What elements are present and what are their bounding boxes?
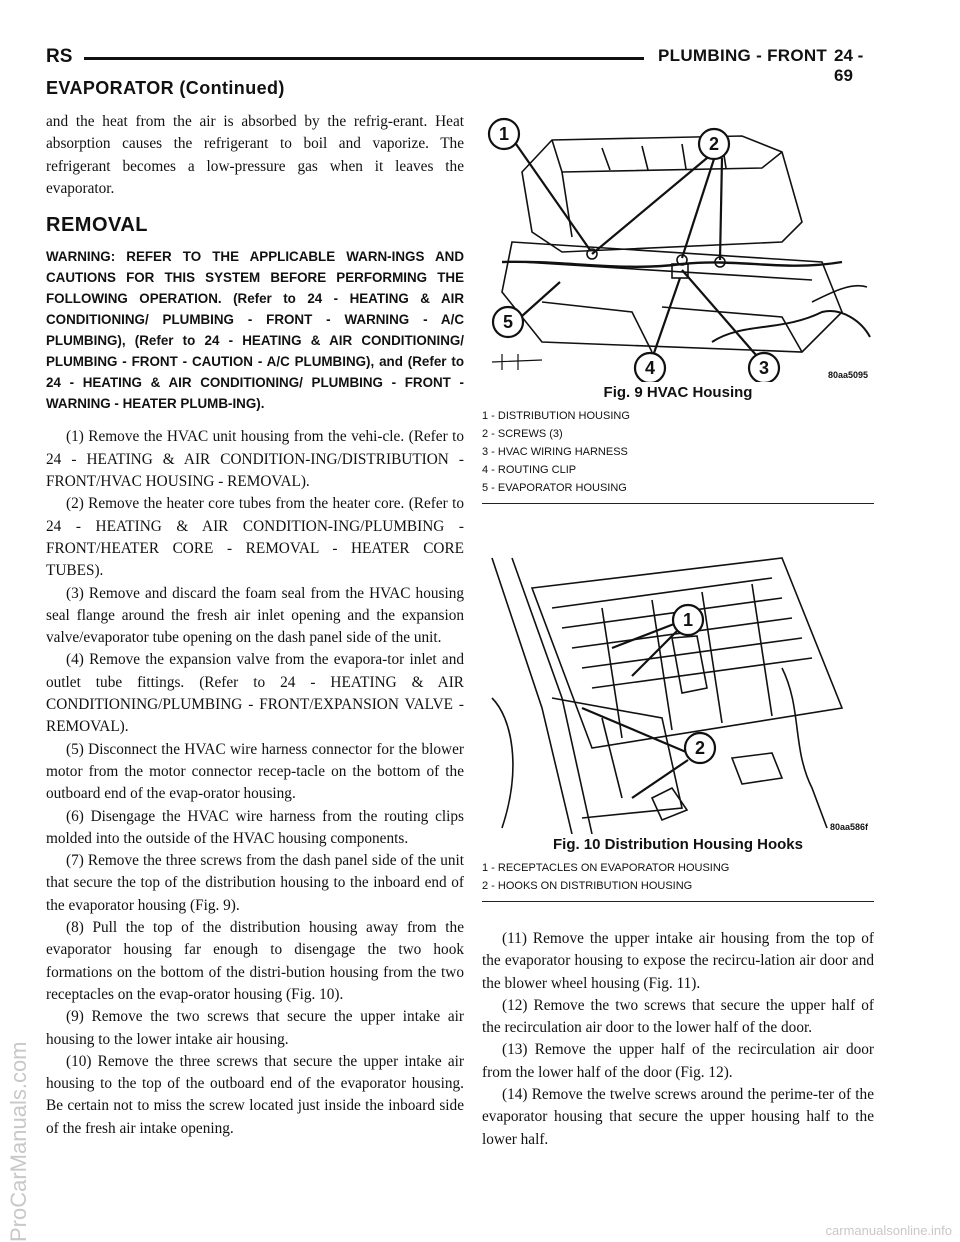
header-section-title: PLUMBING - FRONT <box>658 46 828 65</box>
figure-9 <box>482 112 874 504</box>
fig10-legend-item: 2 - HOOKS ON DISTRIBUTION HOUSING <box>482 880 693 892</box>
step-7: (7) Remove the three screws from the dash panel side of the unit that secure the top of the distribution housing to the inboard end of the evaporator housing (Fig. 9). <box>46 852 464 914</box>
right-column <box>482 928 874 1151</box>
figure-10 <box>482 548 874 902</box>
step-3: (3) Remove and discard the foam seal from the HVAC housing seal flange around the fresh air inlet opening and the expansion valve/evaporator tube opening on the dash panel side of the unit. <box>46 584 464 647</box>
fig9-callout-5: 5 <box>502 312 514 332</box>
header-page-number: 24 - 69 <box>834 46 864 85</box>
hvac-housing-drawing <box>482 112 874 382</box>
step-11: (11) Remove the upper intake air housing from the top of the evaporator housing to expose the recircu-lation air door and the blower wheel housing (Fig. 11). <box>482 930 874 992</box>
fig9-callout-4: 4 <box>644 358 656 378</box>
fig9-callout-1: 1 <box>498 124 510 144</box>
fig10-divider <box>482 901 874 902</box>
figure-10-illustration <box>482 548 874 834</box>
fig10-legend-item: 1 - RECEPTACLES ON EVAPORATOR HOUSING <box>482 862 730 874</box>
step-2: (2) Remove the heater core tubes from the heater core. (Refer to 24 - HEATING & AIR CONDITION-ING/PLUMBING - FRONT/HEATER CORE - REMOVAL - HEATER CORE TUBES). <box>46 495 464 580</box>
distribution-housing-hooks-drawing <box>482 548 874 834</box>
fig9-legend <box>482 407 874 497</box>
left-column <box>46 111 464 1140</box>
fig10-callout-1: 1 <box>682 610 694 630</box>
step-6: (6) Disengage the HVAC wire harness from the routing clips molded into the outside of the HVAC housing components. <box>46 807 464 847</box>
fig9-caption: Fig. 9 HVAC Housing <box>603 384 753 401</box>
fig9-legend-item: 5 - EVAPORATOR HOUSING <box>482 482 627 494</box>
step-12: (12) Remove the two screws that secure the upper half of the recirculation air door to the lower half of the door. <box>482 996 874 1037</box>
header-model-code: RS <box>46 46 73 67</box>
fig9-legend-item: 3 - HVAC WIRING HARNESS <box>482 446 628 458</box>
step-8: (8) Pull the top of the distribution housing away from the evaporator housing far enough to disengage the two hook formations on the bottom of the distri-bution housing from the two receptacles on the evap-orator housing (Fig. 10). <box>46 919 464 1003</box>
fig9-legend-item: 4 - ROUTING CLIP <box>482 464 577 476</box>
fig10-legend <box>482 859 874 895</box>
step-1: (1) Remove the HVAC unit housing from the vehi-cle. (Refer to 24 - HEATING & AIR CONDITION-ING/DISTRIBUTION - FRONT/HVAC HOUSING - REMOVAL). <box>46 428 464 491</box>
fig10-caption: Fig. 10 Distribution Housing Hooks <box>552 836 803 853</box>
intro-paragraph: and the heat from the air is absorbed by the refrig-erant. Heat absorption causes the refrigerant to boil and vaporize. The refrigerant becomes a low-pressure gas when it leaves the evaporator. <box>46 113 464 197</box>
step-5: (5) Disconnect the HVAC wire harness connector for the blower motor from the motor connector recep-tacle on the bottom of the outboard end of the evap-orator housing. <box>46 740 464 803</box>
warning-paragraph: WARNING: REFER TO THE APPLICABLE WARN-INGS AND CAUTIONS FOR THIS SYSTEM BEFORE PERFORMING THE FOLLOWING OPERATION. (Refer to 24 - HEATING & AIR CONDITIONING/ PLUMBING - FRONT - WARNING - A/C PLUMBING), (Refer to 24 - HEATING & AIR CONDITIONING/ PLUMBING - FRONT - CAUTION - A/C PLUMBING), and (Refer to 24 - HEATING & AIR CONDITIONING/ PLUMBING - FRONT - WARNING - HEATER PLUMB-ING). <box>46 249 464 412</box>
fig9-callout-2: 2 <box>708 134 720 154</box>
step-10: (10) Remove the three screws that secure the upper intake air housing to the top of the outboard end of the evaporator housing. Be certain not to miss the screw located just inside the inboard side of the fresh air intake opening. <box>46 1052 464 1137</box>
fig9-callout-3: 3 <box>758 358 770 378</box>
step-14: (14) Remove the twelve screws around the perime-ter of the evaporator housing that secure the upper housing half to the lower half. <box>482 1086 874 1148</box>
step-4: (4) Remove the expansion valve from the evapora-tor inlet and outlet tube fittings. (Refer to 24 - HEATING & AIR CONDITIONING/PLUMBING - FRONT/EXPANSION VALVE - REMOVAL). <box>46 651 464 736</box>
fig9-legend-item: 1 - DISTRIBUTION HOUSING <box>482 410 630 422</box>
removal-heading: REMOVAL <box>46 214 149 237</box>
side-watermark: ProCarManuals.com <box>6 1041 31 1242</box>
figure-9-illustration <box>482 112 874 382</box>
continued-title: EVAPORATOR (Continued) <box>46 78 285 98</box>
corner-watermark: carmanualsonline.info <box>825 1223 952 1238</box>
header-rule <box>84 57 644 60</box>
fig10-callout-2: 2 <box>694 738 706 758</box>
fig9-legend-item: 2 - SCREWS (3) <box>482 428 563 440</box>
fig9-image-code: 80aa5095 <box>827 370 868 380</box>
page-header <box>46 44 882 85</box>
fig10-image-code: 80aa586f <box>829 822 868 832</box>
step-9: (9) Remove the two screws that secure the upper intake air housing to the lower intake air housing. <box>46 1008 464 1048</box>
fig9-divider <box>482 503 874 504</box>
step-13: (13) Remove the upper half of the recirculation air door from the lower half of the door (Fig. 12). <box>482 1041 874 1081</box>
